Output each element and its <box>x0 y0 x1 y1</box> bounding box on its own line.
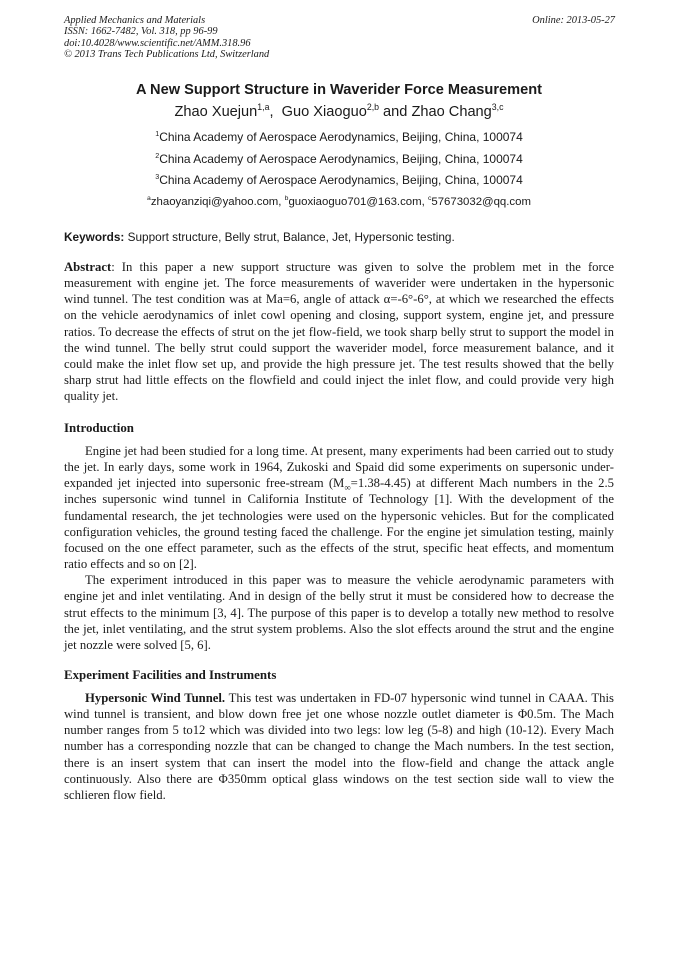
paper-title: A New Support Structure in Waverider Force Measurement <box>135 82 542 98</box>
facilities-body <box>64 690 614 803</box>
email-address: zhaoyanziqi@yahoo.com, <box>150 196 285 208</box>
wind-tunnel-text: This test was undertaken in FD-07 hypersonic wind tunnel in CAAA. This wind tunnel is transient, and blow down free jet one whose nozzle outlet diameter is Φ0.5m. The Mach number ranges from 5 to12 which was divided into two legs: low leg (5-8) and high (10-12). Every Mach number has a corresponding nozzle that can be changed to change the Mach numbers. In the test section, there is an insert system that can insert the model into the flow-field and change the attack angle continuously. Also there are Φ350mm optical glass windows on the test section side wall to view the schlieren flow field. <box>64 691 614 802</box>
doi-line: doi:10.4028/www.scientific.net/AMM.318.96 <box>64 37 251 49</box>
introduction-heading: Introduction <box>64 421 134 435</box>
abstract-paragraph <box>64 259 614 404</box>
keywords-text: Support structure, Belly strut, Balance, Jet, Hypersonic testing. <box>124 230 455 244</box>
mach-subscript: ∞ <box>344 482 351 493</box>
author-name: Zhao Chang <box>411 104 492 120</box>
email-sup: b <box>284 195 289 203</box>
author-separator: and <box>379 104 412 120</box>
wind-tunnel-subheading: Hypersonic Wind Tunnel. <box>85 691 226 705</box>
author-separator: , <box>269 104 282 120</box>
issn-line: ISSN: 1662-7482, Vol. 318, pp 96-99 <box>64 26 218 38</box>
abstract-text: : In this paper a new support structure was given to solve the problem met in the force measurement with engine jet. The force measurements of waverider were undertaken in the hypersonic wind tunnel. The test condition was at Ma=6, angle of attack α=-6°-6°, at which we researched the effects on the vehicle aerodynamics of inlet cowl opening and closing, support system, engine jet, and pressure ratios. To decrease the effects of strut on the jet flow-field, we took sharp belly strut to support the model in the wind tunnel. The belly strut could support the waverider model, force measurement balance, and it could make the inlet flow set up, and provide the high pressure jet. The test results showed that the belly sharp strut had little effects on the flowfield and could inject the inlet flow, and could provide very high quality jet. <box>64 260 614 404</box>
email-address: 57673032@qq.com <box>431 196 531 208</box>
affiliation-3 <box>0 173 678 187</box>
online-date: Online: 2013-05-27 <box>532 15 615 26</box>
introduction-paragraph-2: The experiment introduced in this paper was to measure the vehicle aerodynamic parameters with engine jet and inlet ventilating. And in design of the belly strut it must be considered how to decrease the strut effects to the minimum [3, 4]. The purpose of this paper is to develop a totally new method to resolve the jet, inlet ventilating, and the strut system problems. Also the slot effects around the strut and the engine jet nozzle were solved [5, 6]. <box>64 573 614 652</box>
intro-p1-text: Engine jet had been studied for a long time. At present, many experiments had been carried out to study the jet. In early days, some work in 1964, Zukoski and Spaid did some experiments on supersonic under-expanded jet injected into supersonic free-stream (M <box>64 444 614 491</box>
affiliation-text: China Academy of Aerospace Aerodynamics, Beijing, China, 100074 <box>159 130 523 144</box>
affiliation-text: China Academy of Aerospace Aerodynamics, Beijing, China, 100074 <box>159 152 523 166</box>
keywords-label: Keywords: <box>64 230 125 244</box>
author-sup: 2,b <box>366 102 379 113</box>
affiliation-2 <box>0 152 678 166</box>
keywords-line <box>64 230 616 244</box>
introduction-body <box>64 443 614 653</box>
affiliation-text: China Academy of Aerospace Aerodynamics, Beijing, China, 100074 <box>159 173 523 187</box>
introduction-paragraph-1 <box>64 443 614 572</box>
author-name: Guo Xiaoguo <box>281 104 367 120</box>
author-sup: 3,c <box>491 102 504 113</box>
author-name: Zhao Xuejun <box>174 104 258 120</box>
journal-name: Applied Mechanics and Materials <box>64 15 206 26</box>
email-line <box>0 196 678 208</box>
author-list <box>0 104 678 120</box>
copyright-line: © 2013 Trans Tech Publications Ltd, Switzerland <box>64 48 270 60</box>
facilities-heading: Experiment Facilities and Instruments <box>64 668 277 682</box>
affiliation-sup: 1 <box>155 129 160 138</box>
journal-header <box>64 15 269 60</box>
affiliation-sup: 2 <box>155 151 160 160</box>
author-sup: 1,a <box>257 102 270 113</box>
email-address: guoxiaoguo701@163.com, <box>288 196 428 208</box>
intro-p1-text-cont: =1.38-4.45) at different Mach numbers in the 2.5 inches supersonic wind tunnel in California Institute of Technology [1]. With the development of the fundamental research, the jet technologies were used on the hypersonic vehicles. But for the complicated configuration vehicles, the ground testing faced the challenge. For the engine jet simulation testing, mainly focused on the one effect parameter, such as the effects of the strut, specific heat effects, and momentum ratio effects and so on [2]. <box>64 476 614 572</box>
affiliation-sup: 3 <box>155 172 160 181</box>
email-sup: c <box>427 195 432 203</box>
affiliation-1 <box>0 130 678 144</box>
abstract-label: Abstract <box>64 260 112 274</box>
email-sup: a <box>147 195 151 203</box>
